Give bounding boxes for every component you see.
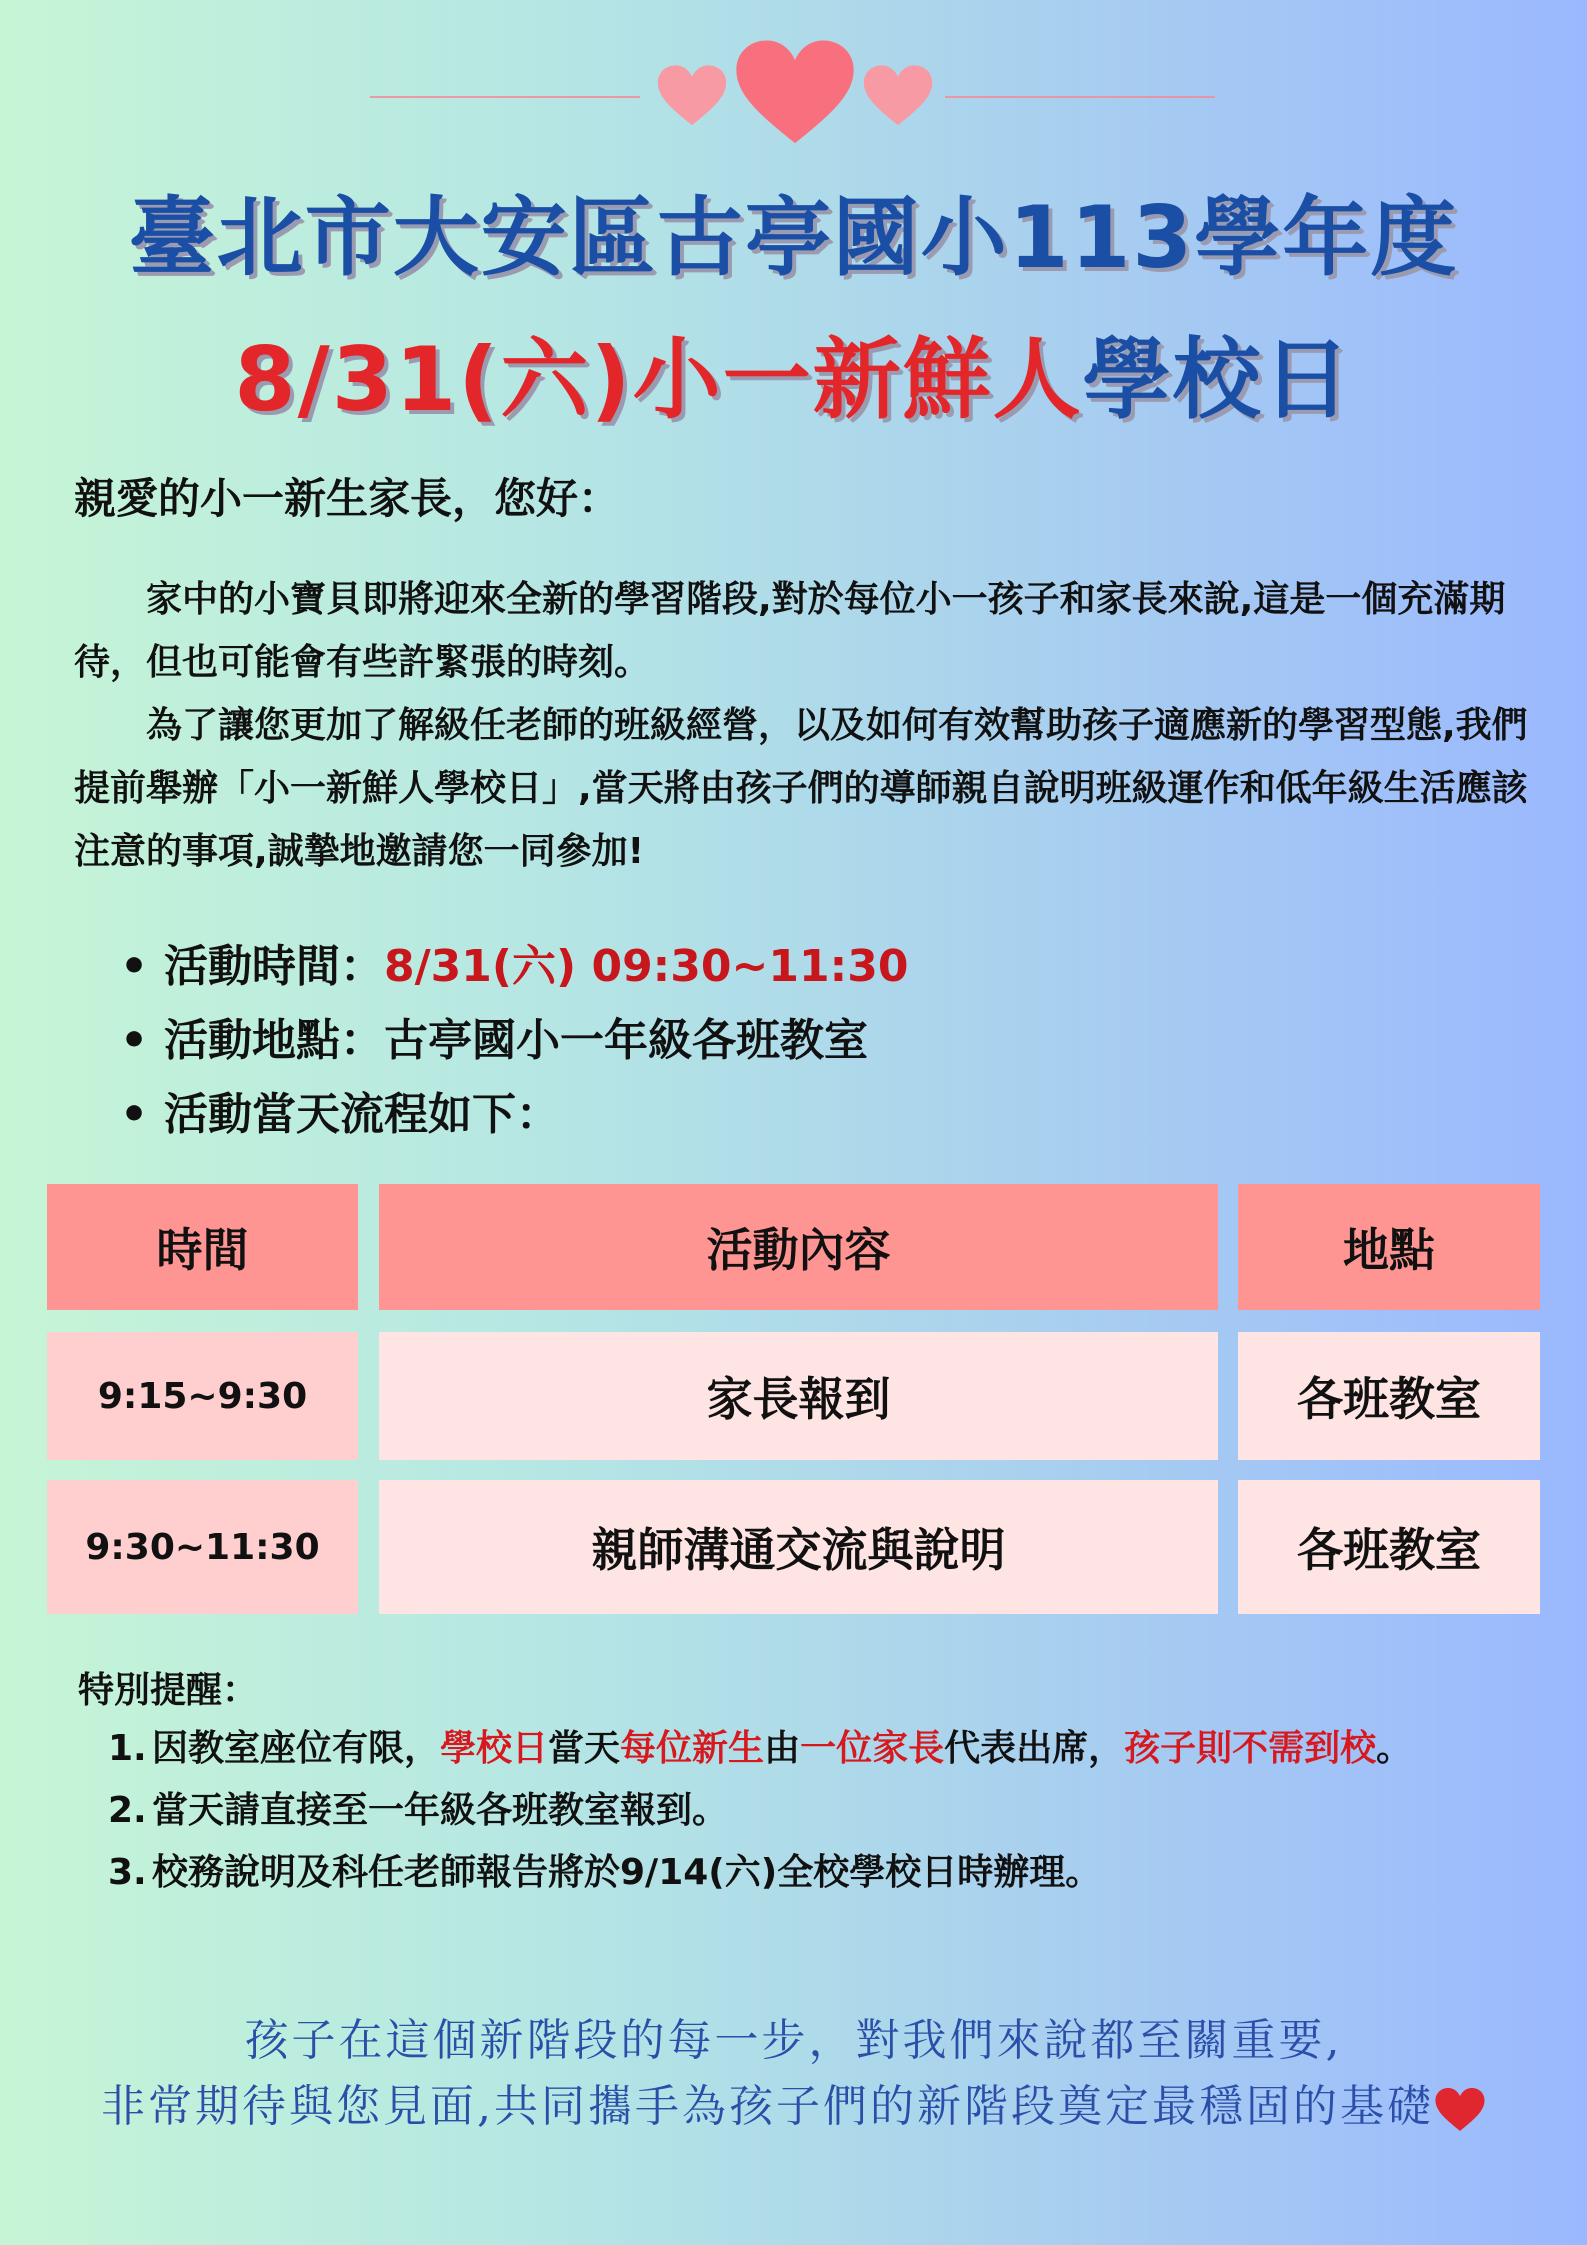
heart-icon (733, 38, 857, 148)
bullet-icon: • (120, 1015, 149, 1066)
closing-line-2 (0, 2070, 1587, 2134)
table-cell-place: 各班教室 (1238, 1480, 1540, 1614)
heart-icon (862, 64, 934, 128)
note-highlight: 一位家長 (800, 1728, 945, 1769)
note-text: 代表出席， (944, 1728, 1125, 1769)
closing-line-1: 孩子在這個新階段的每一步，對我們來說都至關重要, (244, 2015, 1343, 2066)
greeting: 親愛的小一新生家長，您好： (74, 474, 621, 523)
list-item (120, 930, 908, 1004)
table-cell-activity: 家長報到 (379, 1332, 1218, 1460)
table-cell-activity: 親師溝通交流與說明 (379, 1480, 1218, 1614)
flow-label: 活動當天流程如下： (164, 1089, 560, 1140)
bullet-icon: • (120, 941, 149, 992)
note-number: 1. (108, 1728, 147, 1769)
table-header-time: 時間 (47, 1184, 358, 1310)
list-item (108, 1780, 1412, 1842)
list-item (108, 1842, 1412, 1904)
place-label: 活動地點： (164, 1015, 384, 1066)
table-cell-time: 9:30~11:30 (47, 1480, 358, 1614)
note-text: 。 (1376, 1728, 1413, 1769)
closing-line-2-text: 非常期待與您見面,共同攜手為孩子們的新階段奠定最穩固的基礎 (101, 2081, 1434, 2132)
table-header-activity: 活動內容 (379, 1184, 1218, 1310)
list-item (108, 1718, 1412, 1780)
letter-paragraph-1 (74, 568, 1534, 694)
time-value: 8/31(六) 09:30~11:30 (384, 941, 909, 992)
note-text: 校務說明及科任老師報告將於9/14(六)全校學校日時辦理。 (152, 1852, 1102, 1893)
note-text: 當天請直接至一年級各班教室報到。 (152, 1790, 729, 1831)
table-cell-place: 各班教室 (1238, 1332, 1540, 1460)
decorative-line-right (945, 96, 1215, 98)
table-cell-time: 9:15~9:30 (47, 1332, 358, 1460)
heart-icon (1434, 2087, 1486, 2133)
list-item (120, 1078, 908, 1152)
note-highlight: 孩子則不需到校 (1124, 1728, 1377, 1769)
note-highlight: 學校日 (440, 1728, 549, 1769)
note-number: 2. (108, 1790, 147, 1831)
heart-icon (656, 64, 728, 128)
note-number: 3. (108, 1852, 147, 1893)
place-value: 古亭國小一年級各班教室 (384, 1015, 868, 1066)
notes-list (108, 1718, 1412, 1904)
title-school-year: 臺北市大安區古亭國小113學年度 (128, 188, 1459, 288)
paragraph-1-text: 家中的小寶貝即將迎來全新的學習階段,對於每位小一孩子和家長來說,這是一個充滿期待，但也可能會有些許緊張的時刻。 (74, 579, 1506, 683)
table-header-place: 地點 (1238, 1184, 1540, 1310)
note-text: 由 (764, 1728, 801, 1769)
time-label: 活動時間： (164, 941, 384, 992)
note-text: 因教室座位有限， (152, 1728, 441, 1769)
note-text: 當天 (548, 1728, 621, 1769)
letter-paragraph-2 (74, 694, 1534, 883)
paragraph-2-text: 為了讓您更加了解級任老師的班級經營，以及如何有效幫助孩子適應新的學習型態,我們提前舉辦「小一新鮮人學校日」,當天將由孩子們的導師親自說明班級運作和低年級生活應該注意的事項,誠摯地邀請您一同參加! (74, 705, 1528, 872)
event-info-list (120, 930, 908, 1152)
list-item (120, 1004, 908, 1078)
bullet-icon: • (120, 1089, 149, 1140)
title-event-red: 8/31(六)小一新鮮人 (234, 328, 1083, 431)
title-event (0, 310, 1587, 436)
title-event-blue: 學校日 (1082, 328, 1353, 431)
notes-title: 特別提醒： (78, 1670, 259, 1711)
note-highlight: 每位新生 (620, 1728, 765, 1769)
decorative-line-left (370, 96, 640, 98)
